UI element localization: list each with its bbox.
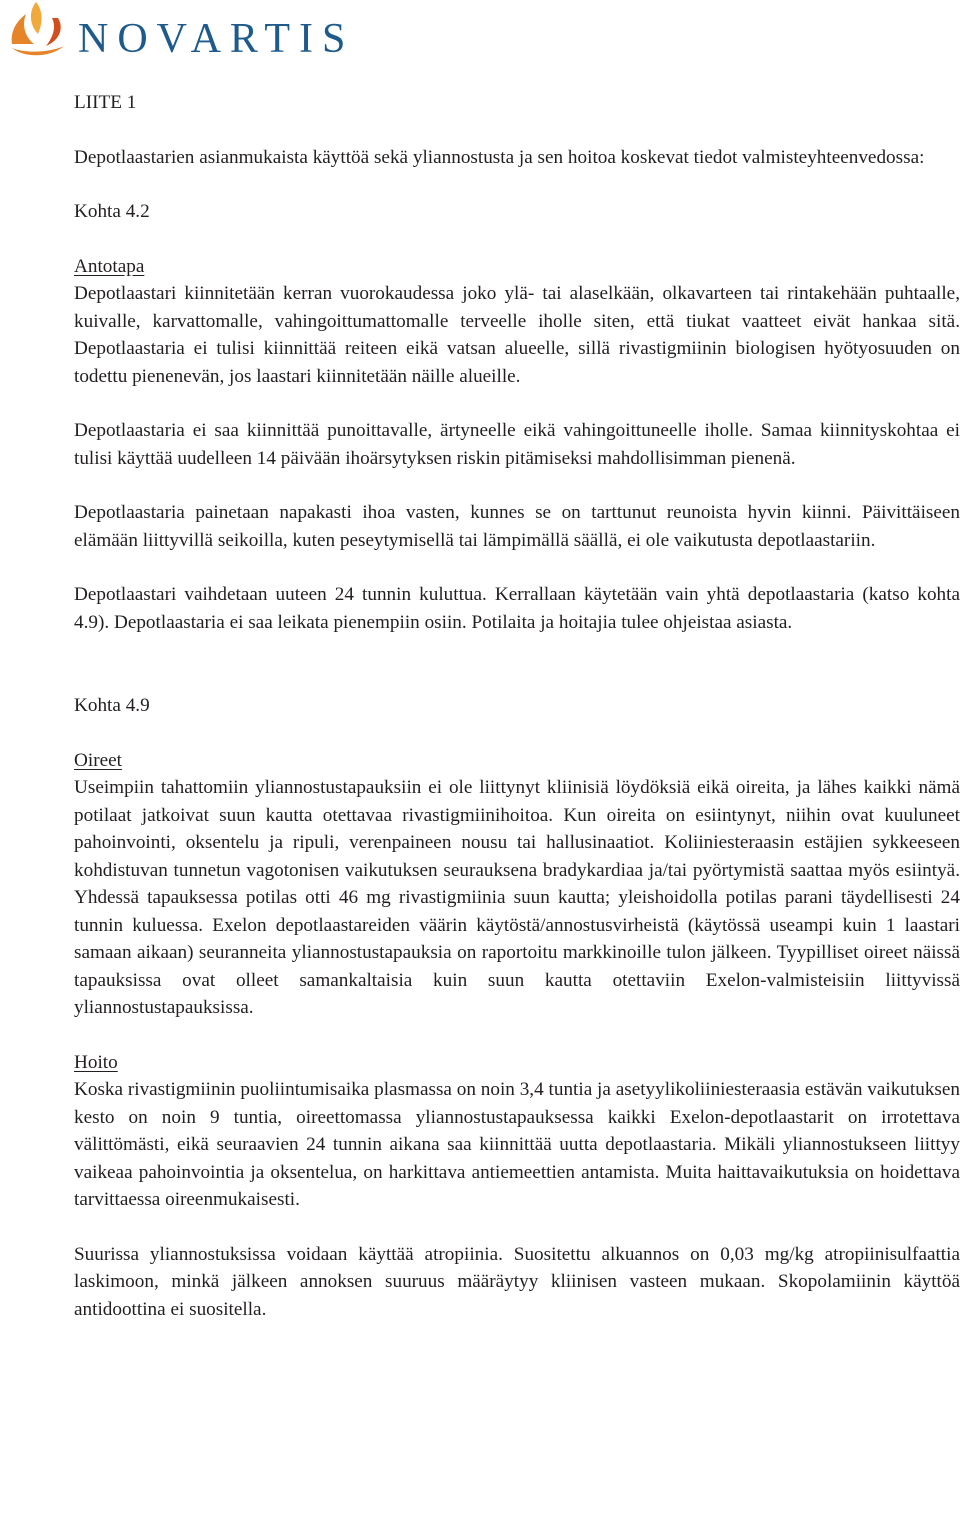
subheading-oireet: Oireet bbox=[74, 749, 122, 771]
subheading-hoito: Hoito bbox=[74, 1051, 118, 1073]
section-heading-4-2: Kohta 4.2 bbox=[74, 201, 150, 222]
annex-label: LIITE 1 bbox=[74, 92, 137, 113]
atropine-paragraph: Suurissa yliannostuksissa voidaan käyttää atropiinia. Suositettu alkuannos on 0,03 mg/kg atropiinisulfaattia laskimoon, minkä jälkeen annoksen suuruus määräytyy kliinisen vasteen mukaan. Skopolamiinin käyttöä antidoottina ei suositella. bbox=[74, 1243, 960, 1320]
subheading-antotapa: Antotapa bbox=[74, 255, 145, 277]
paragraph-1: Depotlaastari kiinnitetään kerran vuorokaudessa joko ylä- tai alaselkään, olkavarteen tai rintakehään puhtaalle, kuivalle, karvattomalle, vahingoittumattomalle terveelle iholle siten, että tiukat vaatteet eivät hankaa sitä. Depotlaastaria ei tulisi kiinnittää reiteen eikä vatsan alueelle, sillä rivastigmiinin biologisen hyötyosuuden on todettu pienenevän, jos laastari kiinnitetään näille alueille. bbox=[74, 283, 960, 387]
document-body bbox=[74, 89, 960, 1323]
symptoms-paragraph: Useimpiin tahattomiin yliannostustapauksiin ei ole liittynyt kliinisiä löydöksiä eikä oireita, ja lähes kaikki nämä potilaat jatkoivat suun kautta otettavaa rivastigmiinihoitoa. Kun oireita on esiintynyt, niihin ovat kuuluneet pahoinvointi, oksentelu ja ripuli, verenpaineen nousu tai hallusinaatiot. Koliiniesteraasin estäjien sykkeeseen kohdistuvan tunnetun vagotonisen vaikutuksen seurauksena bradykardiaa ja/tai pyörtymistä saattaa myös esiintyä. Yhdessä tapauksessa potilas otti 46 mg rivastigmiinia suun kautta; yleishoidolla potilas parani täydellisesti 24 tunnin kuluessa. Exelon depotlaastareiden väärin käytöstä/annostusvirheistä (käytössä useampi kuin 1 laastari samaan aikaan) seuranneita yliannostustapauksia on raportoitu markkinoille tulon jälkeen. Tyypilliset oireet näissä tapauksissa ovat olleet samankaltaisia kuin suun kautta otettaviin Exelon-valmisteisiin liittyvissä yliannostustapauksissa. bbox=[74, 777, 960, 1018]
novartis-wordmark: NOVARTIS bbox=[78, 16, 355, 62]
paragraph-3: Depotlaastaria painetaan napakasti ihoa vasten, kunnes se on tarttunut reunoista hyvin kiinni. Päivittäiseen elämään liittyvillä seikoilla, kuten peseytymisellä tai lämpimällä säällä, ei ole vaikutusta depotlaastariin. bbox=[74, 502, 960, 551]
section-heading-4-9: Kohta 4.9 bbox=[74, 695, 150, 716]
paragraph-2: Depotlaastaria ei saa kiinnittää punoittavalle, ärtyneelle eikä vahingoittuneelle iholle. Samaa kiinnityskohtaa ei tulisi käyttää uudelleen 14 päivään ihoärsytyksen riskin pitämiseksi mahdollisimman pienenä. bbox=[74, 420, 960, 469]
intro-text: Depotlaastarien asianmukaista käyttöä sekä yliannostusta ja sen hoitoa koskevat tiedot valmisteyhteenvedossa: bbox=[74, 146, 925, 168]
treatment-paragraph: Koska rivastigmiinin puoliintumisaika plasmassa on noin 3,4 tuntia ja asetyylikoliiniesteraasia estävän vaikutuksen kesto on noin 9 tuntia, oireettomassa yliannostustapauksessa kaikki Exelon-depotlaastarit on irrotettava välittömästi, eikä seuraavien 24 tunnin aikana saa kiinnittää uutta depotlaastaria. Mikäli yliannostukseen liittyy vaikeaa pahoinvointia ja oksentelua, on harkittava antiemeettien antamista. Muita haittavaikutuksia on hoidettava tarvittaessa oireenmukaisesti. bbox=[74, 1079, 960, 1210]
page-header bbox=[6, 0, 366, 64]
paragraph-4: Depotlaastari vaihdetaan uuteen 24 tunnin kuluttua. Kerrallaan käytetään vain yhtä depotlaastaria (katso kohta 4.9). Depotlaastaria ei saa leikata pienempiin osiin. Potilaita ja hoitajia tulee ohjeistaa asiasta. bbox=[74, 584, 960, 633]
novartis-flame-logo-icon bbox=[6, 0, 70, 60]
